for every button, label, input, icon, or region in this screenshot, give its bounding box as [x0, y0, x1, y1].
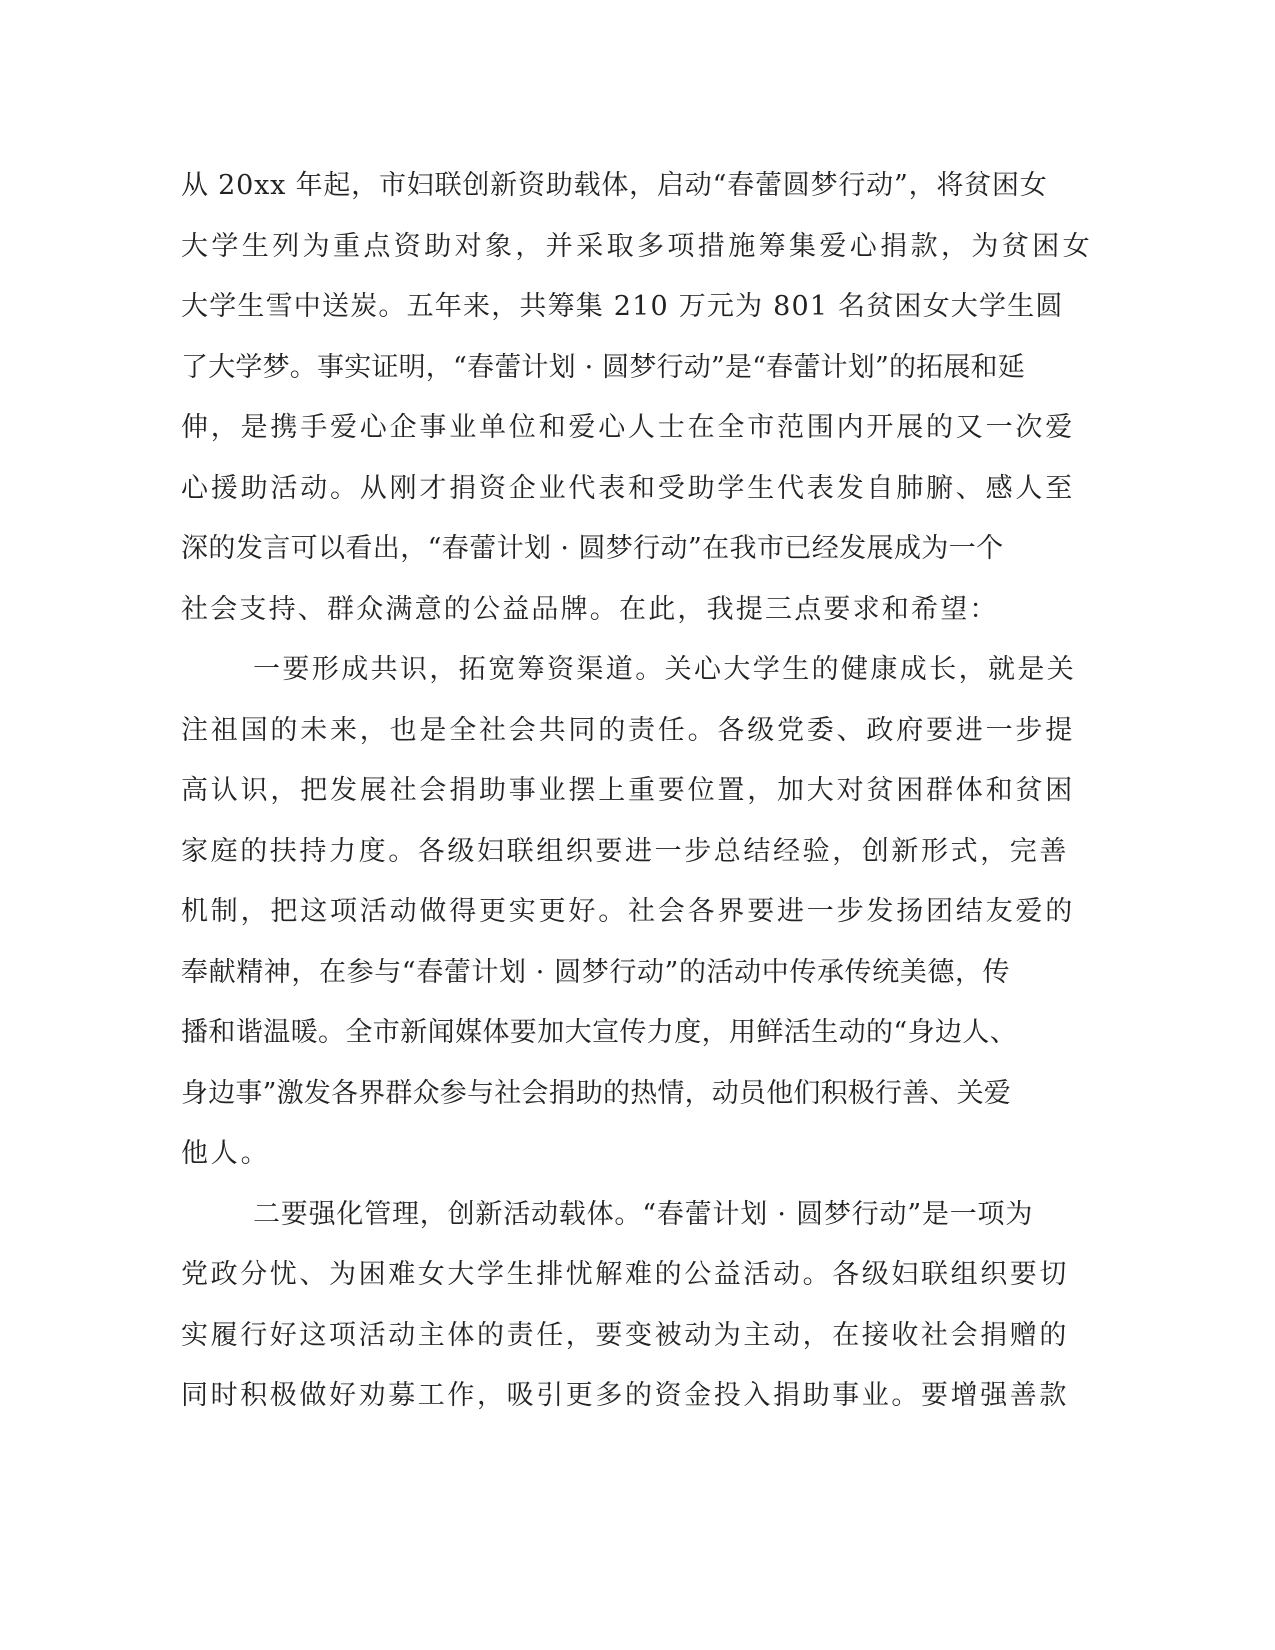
- paragraph-first-line: 一要形成共识，拓宽筹资渠道。关心大学生的健康成长，就是关: [253, 654, 1077, 685]
- text-line: 心援助活动。从刚才捐资企业代表和受助学生代表发自肺腑、感人至: [181, 472, 1075, 504]
- text-line: 他人。: [181, 1138, 271, 1169]
- text-line: 高认识，把发展社会捐助事业摆上重要位置，加大对贫困群体和贫困: [181, 775, 1075, 806]
- text-line: 党政分忧、为困难女大学生排忧解难的公益活动。各级妇联组织要切: [181, 1259, 1069, 1290]
- text-line: 家庭的扶持力度。各级妇联组织要进一步总结经验，创新形式，完善: [181, 835, 1069, 867]
- text-line: 同时积极做好劝募工作，吸引更多的资金投入捐助事业。要增强善款: [181, 1380, 1069, 1411]
- document-body: [181, 156, 1093, 1427]
- text-line: 大学生雪中送炭。五年来，共筹集 210 万元为 801 名贫困女大学生圆: [181, 291, 1064, 322]
- text-line: 注祖国的未来，也是全社会共同的责任。各级党委、政府要进一步提: [181, 714, 1075, 746]
- text-line: 了大学梦。事实证明，“春蕾计划 · 圆梦行动”是“春蕾计划”的拓展和延: [181, 351, 1025, 383]
- text-line: 从 20xx 年起，市妇联创新资助载体，启动“春蕾圆梦行动”，将贫困女: [181, 170, 1048, 201]
- text-line: 大学生列为重点资助对象，并采取多项措施筹集爱心捐款，为贫困女: [181, 230, 1093, 262]
- text-line: 播和谐温暖。全市新闻媒体要加大宣传力度，用鲜活生动的“身边人、: [181, 1017, 1018, 1048]
- text-line: 深的发言可以看出，“春蕾计划 · 圆梦行动”在我市已经发展成为一个: [181, 533, 1004, 564]
- text-line: 机制，把这项活动做得更实更好。社会各界要进一步发扬团结友爱的: [181, 896, 1075, 927]
- text-line: 奉献精神，在参与“春蕾计划 · 圆梦行动”的活动中传承传统美德，传: [181, 956, 1011, 988]
- text-line: 社会支持、群众满意的公益品牌。在此，我提三点要求和希望：: [181, 593, 999, 625]
- paragraph-first-line: 二要强化管理，创新活动载体。“春蕾计划 · 圆梦行动”是一项为: [253, 1198, 1034, 1230]
- text-line: 伸，是携手爱心企事业单位和爱心人士在全市范围内开展的又一次爱: [181, 412, 1075, 443]
- text-line: 身边事”激发各界群众参与社会捐助的热情，动员他们积极行善、关爱: [181, 1077, 1012, 1109]
- text-line: 实履行好这项活动主体的责任，要变被动为主动，在接收社会捐赠的: [181, 1319, 1069, 1351]
